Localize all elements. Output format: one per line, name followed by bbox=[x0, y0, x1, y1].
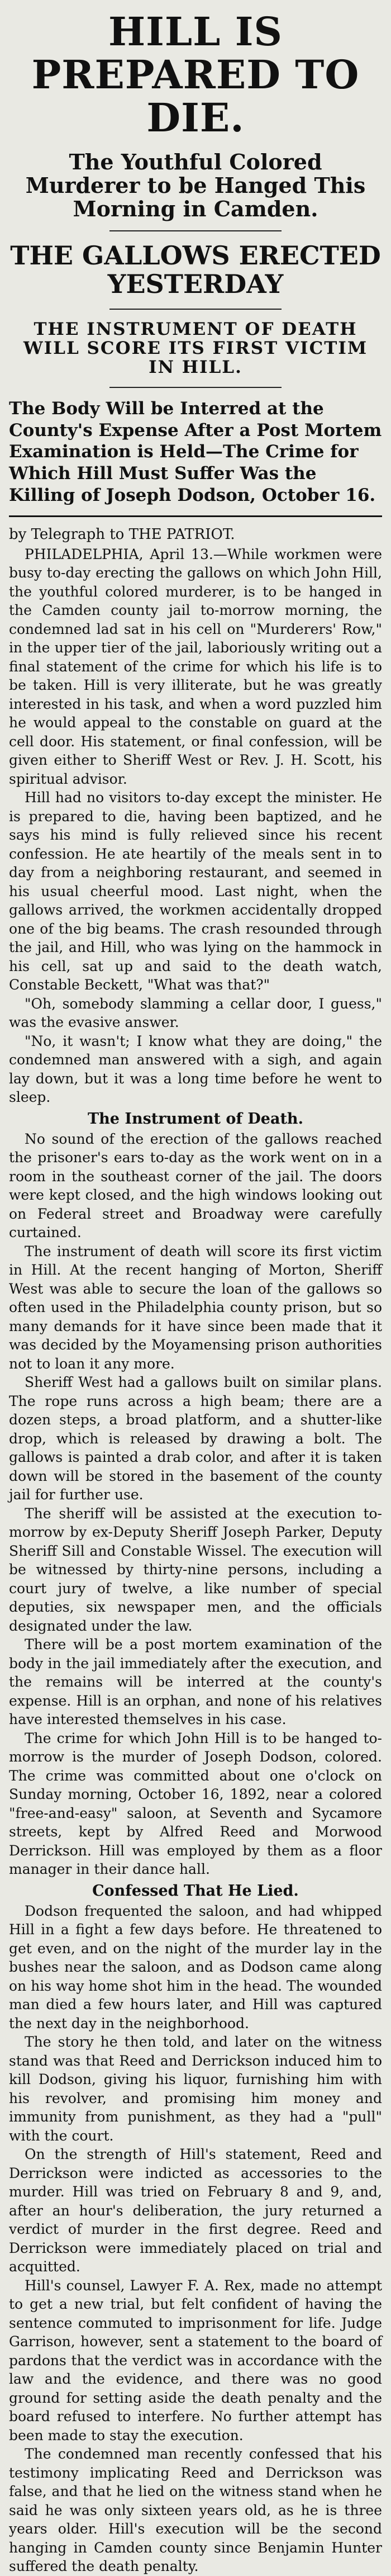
paragraph: The condemned man recently confessed that his testimony implicating Reed and Derrickson was false, and that he lied on the witness stand when he said he was only sixteen years old, as he is three years older. Hill's execution will be the second hanging in Camden county since Benjamin Hunter suffered the death penalty. bbox=[9, 2446, 382, 2575]
deck-subheadline: The Youthful Colored Murderer to be Hanged This Morning in Camden. bbox=[25, 149, 366, 221]
paragraph: On the strength of Hill's statement, Reed and Derrickson were indicted as accessories to the murder. Hill was tried on February 8 and 9, and, after an hour's deliberation, the jury returned a verdict of murder in the first degree. Reed and Derrickson were immediately placed on trial and acquitted. bbox=[9, 2146, 382, 2275]
headline: HILL IS PREPARED TO DIE. bbox=[31, 8, 360, 141]
paragraph: "Oh, somebody slamming a cellar door, I guess," was the evasive answer. bbox=[9, 995, 382, 1031]
divider bbox=[109, 387, 282, 388]
article-body bbox=[9, 545, 382, 2576]
paragraph: Sheriff West had a gallows built on similar plans. The rope runs across a high beam; there are a dozen steps, a broad platform, and a shutter-like drop, which is released by drawing a bolt. The gallows is painted a drab color, and after it is taken down will be stored in the basement of the county jail for further use. bbox=[9, 1374, 382, 1503]
paragraph: Dodson frequented the saloon, and had whipped Hill in a fight a few days before. He threatened to get even, and on the night of the murder lay in the bushes near the saloon, and as Dodson came along on his way home shot him in the head. The wounded man died a few hours later, and Hill was captured the next day in the neighborhood. bbox=[9, 1902, 382, 2032]
subheading-instrument: The Instrument of Death. bbox=[88, 1110, 303, 1128]
paragraph: The story he then told, and later on the witness stand was that Reed and Derrickson induced him to kill Dodson, giving his liquor, furnishing him with his revolver, and promising him money and immunity from punishment, as they had a "pull" with the court. bbox=[9, 2034, 382, 2144]
divider bbox=[109, 309, 282, 310]
paragraph: The crime for which John Hill is to be hanged to-morrow is the murder of Joseph Dodson, colored. The crime was committed about one o'clock on Sunday morning, October 16, 1892, near a colored "free-and-easy" saloon, at Seventh and Sycamore streets, kept by Alfred Reed and Morwood Derrickson. Hill was employed by them as a floor manager in their dance hall. bbox=[9, 1730, 382, 1878]
paragraph: The instrument of death will score its first victim in Hill. At the recent hanging of Morton, Sheriff West was able to secure the loan of the gallows so often used in the Philadelphia county prison, but so many demands for it have since been made that it was decided by the Moyamensing prison authorities not to loan it any more. bbox=[9, 1243, 382, 1372]
divider bbox=[9, 515, 382, 517]
paragraph: The sheriff will be assisted at the execution to-morrow by ex-Deputy Sheriff Joseph Parker, Deputy Sheriff Sill and Constable Wissel. The execution will be witnessed by thirty-nine persons, including a court jury of twelve, a like number of special deputies, six newspaper men, and the officials designated under the law. bbox=[9, 1505, 382, 1634]
subheading-confessed: Confessed That He Lied. bbox=[92, 1882, 299, 1900]
deck-instrument: THE INSTRUMENT OF DEATH WILL SCORE ITS FIRST VICTIM IN HILL. bbox=[23, 319, 368, 377]
paragraph: PHILADELPHIA, April 13.—While workmen were busy to-day erecting the gallows on which John Hill, the youthful colored murderer, is to be hanged in the Camden county jail to-morrow morning, the condemned lad sat in his cell on "Murderers' Row," in the upper tier of the jail, laboriously writing out a final statement of the crime for which his life is to be taken. Hill is very illiterate, but he was greatly interested in his task, and when a word puzzled him he would appeal to the constable on guard at the cell door. His statement, or final confession, will be given either to Sheriff West or Rev. J. H. Scott, his spiritual advisor. bbox=[9, 546, 382, 787]
paragraph: No sound of the erection of the gallows reached the prisoner's ears to-day as the work went on in a room in the southeast corner of the jail. The doors were kept closed, and the high windows looking out on Federal street and Broadway were carefully curtained. bbox=[9, 1130, 382, 1241]
divider bbox=[109, 230, 282, 231]
paragraph: Hill's counsel, Lawyer F. A. Rex, made no attempt to get a new trial, but felt confident of having the sentence commuted to imprisonment for life. Judge Garrison, however, sent a statement to the board of pardons that the verdict was in accordance with the law and the evidence, and there was no good ground for setting aside the death penalty and the board refused to interfere. No further attempt has been made to stay the execution. bbox=[9, 2277, 382, 2444]
deck-gallows: THE GALLOWS ERECTED YESTERDAY bbox=[10, 240, 381, 299]
paragraph: Hill had no visitors to-day except the minister. He is prepared to die, having been baptized, and he says his mind is fully relieved since his recent confession. He ate heartily of the meals sent in to day from a neighboring restaurant, and seemed in his usual cheerful mood. Last night, when the gallows arrived, the workmen accidentally dropped one of the big beams. The crash resounded through the jail, and Hill, who was lying on the hammock in his cell, sat up and said to the death watch, Constable Beckett, "What was that?" bbox=[9, 789, 382, 993]
byline: by Telegraph to THE PATRIOT. bbox=[9, 525, 235, 543]
paragraph: There will be a post mortem examination of the body in the jail immediately after the execution, and the remains will be interred at the county's expense. Hill is an orphan, and none of his relatives have interested themselves in his case. bbox=[9, 1636, 382, 1728]
deck-summary: The Body Will be Interred at the County's Expense After a Post Mortem Examination is Held—The Crime for Which Hill Must Suffer Was the Killing of Joseph Dodson, October 16. bbox=[9, 398, 382, 505]
paragraph: "No, it wasn't; I know what they are doing," the condemned man answered with a sigh, and again lay down, but it was a long time before he went to sleep. bbox=[9, 1033, 382, 1106]
